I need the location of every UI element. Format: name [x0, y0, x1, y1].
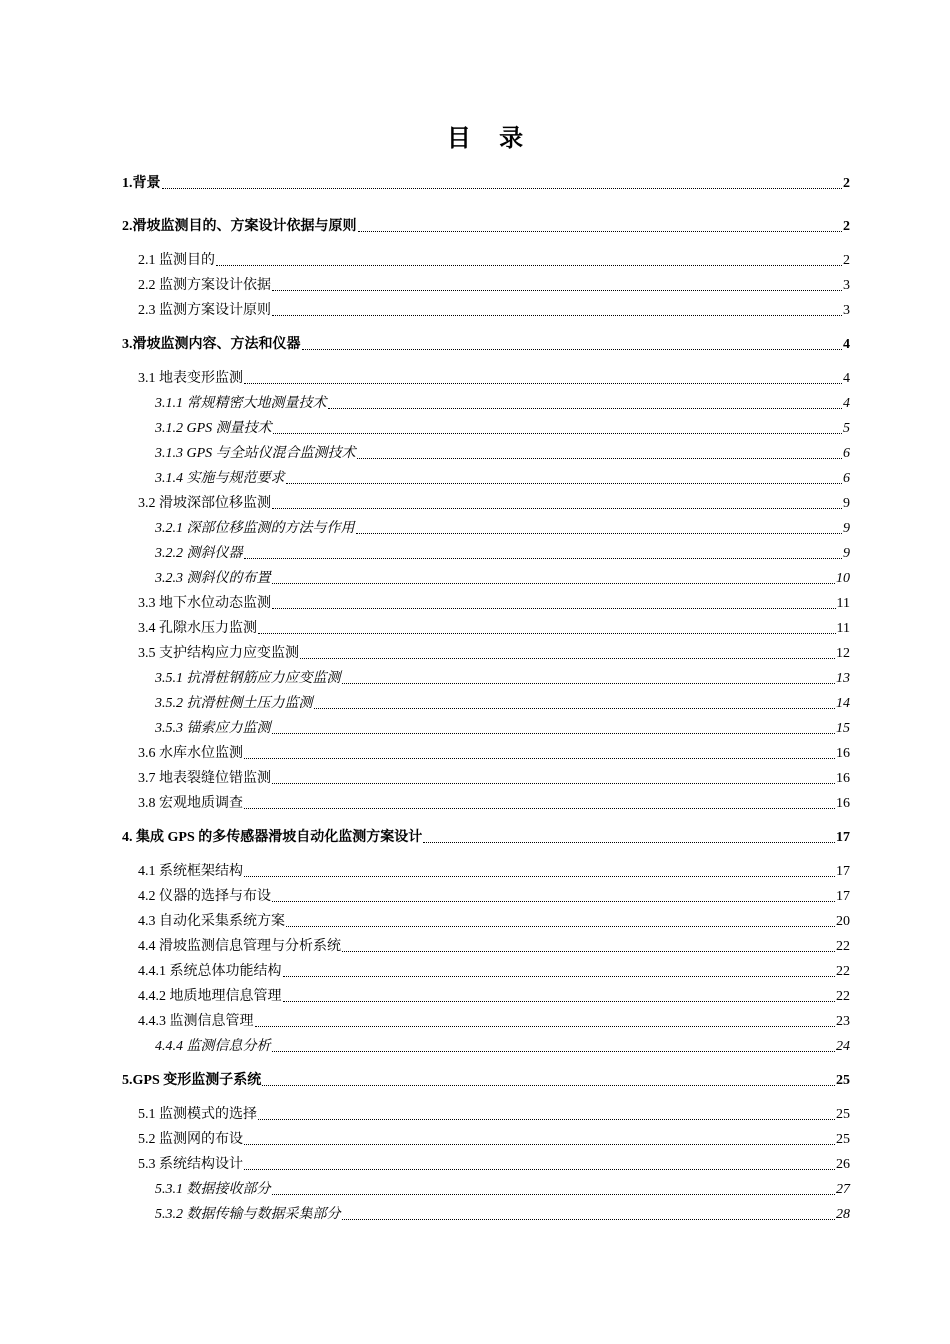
toc-entry-page-number: 9 [843, 521, 850, 536]
toc-entry-label: 3.3 地下水位动态监测 [138, 596, 271, 611]
toc-entry-page-number: 27 [836, 1182, 850, 1197]
toc-entry-label: 5.3.2 数据传输与数据采集部分 [155, 1207, 341, 1222]
toc-entry-page-number: 25 [836, 1073, 850, 1088]
toc-entry-page-number: 22 [836, 939, 850, 954]
toc-entry-label: 4.4.2 地质地理信息管理 [138, 989, 282, 1004]
toc-dot-leader [328, 407, 843, 409]
toc-dot-leader [272, 1193, 836, 1195]
toc-entry-label: 3.2.2 测斜仪器 [155, 546, 243, 561]
toc-entry-page-number: 14 [836, 696, 850, 711]
toc-entry[interactable] [122, 332, 850, 354]
toc-entry-label: 4. 集成 GPS 的多传感器滑坡自动化监测方案设计 [122, 830, 423, 845]
toc-entry-page-number: 16 [836, 796, 850, 811]
toc-entry[interactable] [138, 1152, 850, 1174]
toc-entry-page-number: 28 [836, 1207, 850, 1222]
toc-dot-leader [255, 1025, 836, 1027]
toc-dot-leader [286, 925, 835, 927]
toc-dot-leader [272, 900, 835, 902]
toc-entry-page-number: 2 [843, 253, 850, 268]
toc-entry-label: 3.1 地表变形监测 [138, 371, 243, 386]
toc-entry[interactable] [138, 491, 850, 513]
toc-entry[interactable] [138, 934, 850, 956]
toc-entry[interactable] [155, 441, 850, 463]
toc-entry-page-number: 3 [843, 303, 850, 318]
toc-entry-label: 3.1.2 GPS 测量技术 [155, 421, 272, 436]
toc-entry-label: 3.2 滑坡深部位移监测 [138, 496, 271, 511]
toc-dot-leader [244, 382, 842, 384]
toc-entry-page-number: 2 [843, 176, 850, 191]
toc-dot-leader [342, 950, 835, 952]
toc-entry[interactable] [138, 884, 850, 906]
toc-entry-label: 4.4.3 监测信息管理 [138, 1014, 254, 1029]
toc-entry[interactable] [122, 171, 850, 193]
toc-entry-label: 4.4.1 系统总体功能结构 [138, 964, 282, 979]
toc-entry-label: 3.2.3 测斜仪的布置 [155, 571, 271, 586]
toc-entry-label: 4.2 仪器的选择与布设 [138, 889, 271, 904]
toc-dot-leader [342, 1218, 836, 1220]
toc-entry[interactable] [138, 273, 850, 295]
toc-entry[interactable] [138, 641, 850, 663]
toc-dot-leader [314, 707, 836, 709]
toc-dot-leader [356, 532, 843, 534]
toc-entry[interactable] [138, 741, 850, 763]
toc-dot-leader [272, 582, 836, 584]
toc-entry[interactable] [138, 909, 850, 931]
toc-entry-label: 5.3.1 数据接收部分 [155, 1182, 271, 1197]
toc-dot-leader [262, 1084, 835, 1086]
toc-entry-label: 2.3 监测方案设计原则 [138, 303, 271, 318]
toc-entry-page-number: 25 [836, 1132, 850, 1147]
toc-entry-page-number: 4 [843, 371, 850, 386]
toc-entry-page-number: 10 [836, 571, 850, 586]
toc-dot-leader [272, 289, 842, 291]
toc-dot-leader [423, 841, 835, 843]
toc-dot-leader [162, 187, 843, 189]
toc-dot-leader [258, 1118, 835, 1120]
toc-entry[interactable] [138, 859, 850, 881]
toc-dot-leader [358, 230, 843, 232]
toc-dot-leader [244, 557, 843, 559]
toc-dot-leader [272, 782, 835, 784]
toc-entry-label: 4.4.4 监测信息分析 [155, 1039, 271, 1054]
toc-entry[interactable] [155, 516, 850, 538]
toc-dot-leader [272, 507, 842, 509]
toc-entry-label: 3.4 孔隙水压力监测 [138, 621, 257, 636]
toc-entry-page-number: 25 [836, 1107, 850, 1122]
toc-dot-leader [244, 1143, 835, 1145]
toc-entry-label: 3.5.3 锚索应力监测 [155, 721, 271, 736]
toc-entry-page-number: 22 [836, 989, 850, 1004]
toc-entry-page-number: 17 [836, 864, 850, 879]
toc-entry-page-number: 2 [843, 219, 850, 234]
toc-entry[interactable] [138, 1102, 850, 1124]
toc-entry[interactable] [138, 248, 850, 270]
toc-dot-leader [272, 1050, 836, 1052]
toc-entry[interactable] [138, 1009, 850, 1031]
toc-dot-leader [272, 607, 836, 609]
toc-entry-page-number: 5 [843, 421, 850, 436]
toc-entry[interactable] [155, 466, 850, 488]
toc-entry[interactable] [138, 791, 850, 813]
toc-dot-leader [300, 657, 835, 659]
toc-entry-label: 2.1 监测目的 [138, 253, 215, 268]
toc-entry[interactable] [155, 1034, 850, 1056]
toc-entry[interactable] [138, 616, 850, 638]
toc-entry-page-number: 9 [843, 546, 850, 561]
toc-entry[interactable] [155, 1202, 850, 1224]
toc-entry-page-number: 15 [836, 721, 850, 736]
toc-entry[interactable] [155, 541, 850, 563]
toc-dot-leader [342, 682, 836, 684]
toc-entry-page-number: 20 [836, 914, 850, 929]
toc-entry[interactable] [155, 416, 850, 438]
toc-entry[interactable] [138, 298, 850, 320]
toc-entry-label: 3.8 宏观地质调查 [138, 796, 243, 811]
toc-entry-label: 5.3 系统结构设计 [138, 1157, 243, 1172]
toc-dot-leader [216, 264, 842, 266]
toc-entry[interactable] [155, 666, 850, 688]
toc-entry[interactable] [138, 766, 850, 788]
toc-dot-leader [258, 632, 836, 634]
toc-entry-label: 5.2 监测网的布设 [138, 1132, 243, 1147]
toc-dot-leader [244, 807, 835, 809]
toc-entry-page-number: 17 [836, 830, 850, 845]
toc-entry-page-number: 17 [836, 889, 850, 904]
toc-entry-label: 2.滑坡监测目的、方案设计依据与原则 [122, 219, 357, 234]
toc-entry[interactable] [155, 691, 850, 713]
toc-dot-leader [302, 348, 843, 350]
toc-entry-page-number: 16 [836, 771, 850, 786]
toc-entry-label: 3.6 水库水位监测 [138, 746, 243, 761]
toc-entry[interactable] [138, 1127, 850, 1149]
toc-dot-leader [286, 482, 843, 484]
toc-entry-label: 4.3 自动化采集系统方案 [138, 914, 285, 929]
toc-entry-label: 3.2.1 深部位移监测的方法与作用 [155, 521, 355, 536]
toc-entry[interactable] [138, 366, 850, 388]
toc-entry-label: 3.1.1 常规精密大地测量技术 [155, 396, 327, 411]
toc-entry[interactable] [122, 1068, 850, 1090]
toc-entry-label: 3.7 地表裂缝位错监测 [138, 771, 271, 786]
toc-entry-label: 4.1 系统框架结构 [138, 864, 243, 879]
toc-entry-label: 3.5.2 抗滑桩侧土压力监测 [155, 696, 313, 711]
toc-entry-page-number: 23 [836, 1014, 850, 1029]
toc-entry-page-number: 11 [836, 621, 850, 636]
toc-entry-page-number: 16 [836, 746, 850, 761]
toc-entry-label: 2.2 监测方案设计依据 [138, 278, 271, 293]
toc-entry-page-number: 13 [836, 671, 850, 686]
toc-entry[interactable] [138, 984, 850, 1006]
toc-entry[interactable] [122, 214, 850, 236]
toc-entry-label: 3.5 支护结构应力应变监测 [138, 646, 299, 661]
toc-entry-label: 3.1.3 GPS 与全站仪混合监测技术 [155, 446, 356, 461]
toc-entry-label: 4.4 滑坡监测信息管理与分析系统 [138, 939, 341, 954]
toc-entry-page-number: 6 [843, 471, 850, 486]
toc-entry-page-number: 4 [843, 396, 850, 411]
toc-dot-leader [244, 875, 835, 877]
toc-entry-label: 3.1.4 实施与规范要求 [155, 471, 285, 486]
toc-dot-leader [272, 732, 836, 734]
toc-dot-leader [273, 432, 842, 434]
toc-entry-page-number: 11 [836, 596, 850, 611]
toc-dot-leader [244, 1168, 835, 1170]
toc-entry-label: 1.背景 [122, 176, 161, 191]
toc-entry-page-number: 22 [836, 964, 850, 979]
toc-entry-label: 3.滑坡监测内容、方法和仪器 [122, 337, 301, 352]
toc-dot-leader [283, 975, 836, 977]
toc-entry-page-number: 3 [843, 278, 850, 293]
toc-entry-label: 5.GPS 变形监测子系统 [122, 1073, 262, 1088]
toc-title: 目 录 [446, 123, 534, 152]
toc-dot-leader [272, 314, 842, 316]
toc-entry[interactable] [122, 825, 850, 847]
toc-entry-label: 5.1 监测模式的选择 [138, 1107, 257, 1122]
toc-entry-page-number: 6 [843, 446, 850, 461]
toc-entry-page-number: 26 [836, 1157, 850, 1172]
toc-entry[interactable] [138, 959, 850, 981]
toc-entry-page-number: 24 [836, 1039, 850, 1054]
toc-entry-page-number: 12 [836, 646, 850, 661]
toc-dot-leader [357, 457, 842, 459]
toc-entry[interactable] [155, 716, 850, 738]
toc-entry[interactable] [138, 591, 850, 613]
toc-dot-leader [244, 757, 835, 759]
toc-entry[interactable] [155, 566, 850, 588]
toc-entry[interactable] [155, 391, 850, 413]
toc-entry-label: 3.5.1 抗滑桩钢筋应力应变监测 [155, 671, 341, 686]
toc-entry[interactable] [155, 1177, 850, 1199]
toc-dot-leader [283, 1000, 836, 1002]
toc-entry-page-number: 9 [843, 496, 850, 511]
toc-entry-page-number: 4 [843, 337, 850, 352]
